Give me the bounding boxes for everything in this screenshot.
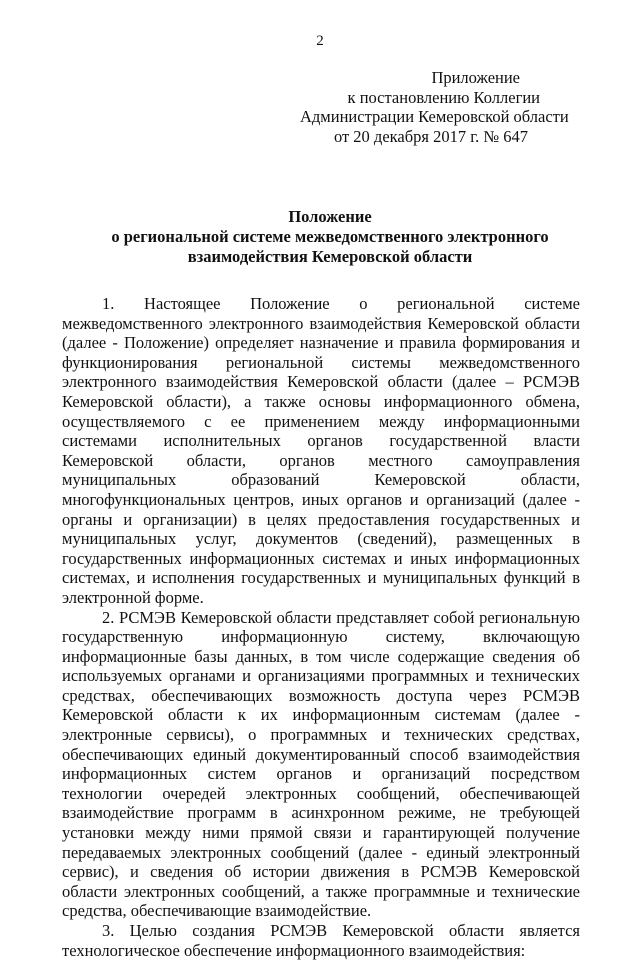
document-title bbox=[60, 207, 600, 267]
paragraph-1: 1. Настоящее Положение о региональной системе межведомственного электронного взаимодействия Кемеровской области (далее - Положение) определяет назначение и правила формирования и функционирования региональной системы межведомственного электронного взаимодействия Кемеровской области (далее – РСМЭВ Кемеровской области), а также основы информационного обмена, осуществляемого с ее применением между информационными системами исполнительных органов государственной власти Кемеровской области, органов местного самоуправления муниципальных образований Кемеровской области, многофункциональных центров, иных органов и организаций (далее - органы и организации) в целях предоставления государственных и муниципальных услуг, документов (сведений), размещенных в государственных информационных системах и иных информационных системах, и исполнения государственных и муниципальных функций в электронной форме. bbox=[62, 294, 580, 607]
appendix-line: от 20 декабря 2017 г. № 647 bbox=[333, 126, 528, 146]
appendix-block bbox=[300, 68, 569, 146]
appendix-line: к постановлению Коллегии bbox=[347, 87, 540, 107]
page-number: 2 bbox=[316, 33, 324, 49]
appendix-line: Администрации Кемеровской области bbox=[300, 107, 569, 126]
document-body bbox=[62, 294, 580, 960]
paragraph-2: 2. РСМЭВ Кемеровской области представляет собой региональную государственную информационную систему, включающую информационные базы данных, в том числе содержащие сведения об используемых органами и организациями программных и технических средствах, обеспечивающих возможность доступа через РСМЭВ Кемеровской области к их информационным системам (далее - электронные сервисы), о программных и технических средствах, обеспечивающих единый документированный способ взаимодействия информационных систем органов и организаций посредством технологии очередей электронных сообщений, обеспечивающей взаимодействие программ в асинхронном режиме, не требующей установки между ними прямой связи и гарантирующей получение передаваемых электронных сообщений (далее - единый электронный сервис), и сведения об истории движения в РСМЭВ Кемеровской области электронных сообщений, а также программные и технические средства, обеспечивающие взаимодействие. bbox=[62, 607, 580, 921]
title-line: о региональной системе межведомственного электронного bbox=[111, 227, 549, 246]
appendix-line: Приложение bbox=[431, 68, 520, 87]
paragraph-3: 3. Целью создания РСМЭВ Кемеровской области является технологическое обеспечение информационного взаимодействия: bbox=[62, 921, 580, 960]
title-line: Положение bbox=[288, 207, 372, 226]
title-line: взаимодействия Кемеровской области bbox=[187, 247, 473, 266]
